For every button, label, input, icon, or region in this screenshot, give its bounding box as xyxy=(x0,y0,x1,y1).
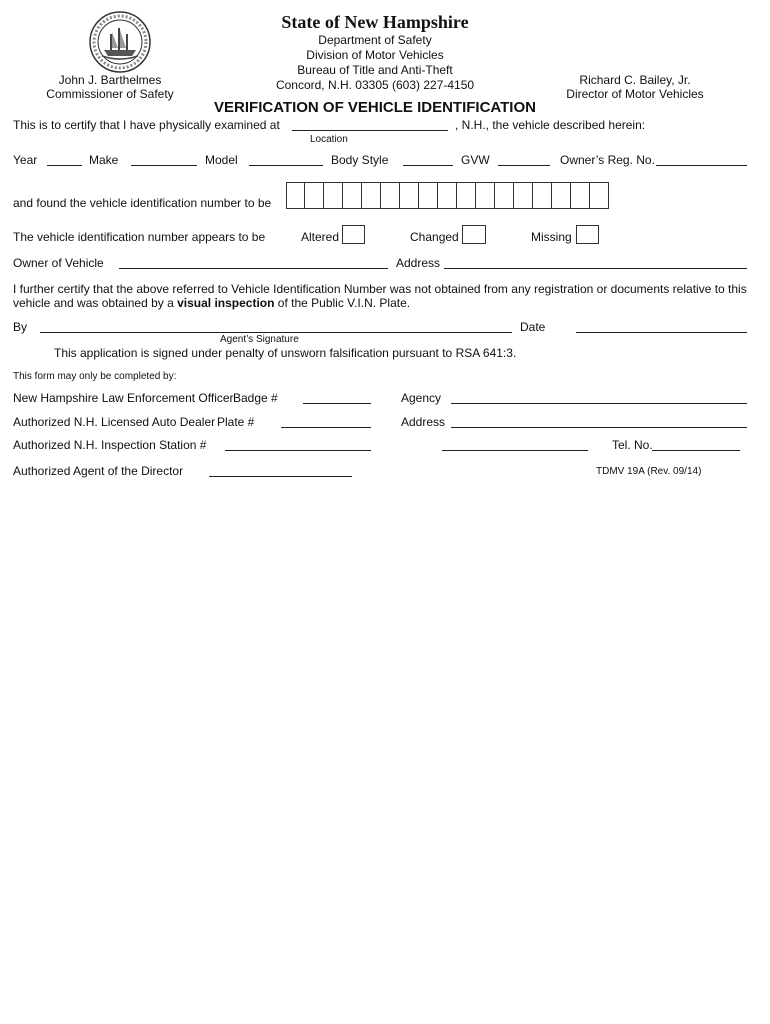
agent-director-field[interactable] xyxy=(209,476,352,477)
address-text: Concord, N.H. 03305 (603) 227-4150 xyxy=(275,78,475,92)
vin-char-box[interactable] xyxy=(343,182,362,209)
agent-signature-label: Agent’s Signature xyxy=(220,334,299,345)
officer-label: New Hampshire Law Enforcement Officer xyxy=(13,391,234,405)
station-name-field[interactable] xyxy=(442,450,588,451)
changed-checkbox[interactable] xyxy=(462,225,486,244)
plate-field[interactable] xyxy=(281,427,371,428)
year-label: Year xyxy=(13,153,38,167)
appears-label: The vehicle identification number appears to be xyxy=(13,230,266,244)
vin-char-box[interactable] xyxy=(381,182,400,209)
vin-char-box[interactable] xyxy=(305,182,324,209)
director-name: Richard C. Bailey, Jr. xyxy=(579,73,691,87)
station-label: Authorized N.H. Inspection Station # xyxy=(13,438,207,452)
location-field[interactable] xyxy=(292,130,448,131)
form-heading: VERIFICATION OF VEHICLE IDENTIFICATION xyxy=(214,99,536,116)
dealer-address-field[interactable] xyxy=(451,427,747,428)
vin-char-box[interactable] xyxy=(552,182,571,209)
changed-label: Changed xyxy=(410,230,459,244)
owner-field[interactable] xyxy=(119,268,388,269)
date-label: Date xyxy=(520,320,546,334)
owner-address-field[interactable] xyxy=(444,268,747,269)
year-field[interactable] xyxy=(47,165,82,166)
vin-char-box[interactable] xyxy=(533,182,552,209)
model-label: Model xyxy=(205,153,238,167)
agency-label: Agency xyxy=(401,391,442,405)
further-certify-line-1: I further certify that the above referred to Vehicle Identification Number was not obtained from any registration or documents relative to this xyxy=(13,282,747,296)
owner-address-label: Address xyxy=(396,256,441,270)
missing-label: Missing xyxy=(531,230,572,244)
dealer-label: Authorized N.H. Licensed Auto Dealer xyxy=(13,415,216,429)
station-number-field[interactable] xyxy=(225,450,371,451)
state-seal-icon xyxy=(88,10,152,74)
agent-director-label: Authorized Agent of the Director xyxy=(13,464,184,478)
tel-field[interactable] xyxy=(652,450,740,451)
division-text: Division of Motor Vehicles xyxy=(306,48,444,62)
vin-char-box[interactable] xyxy=(495,182,514,209)
further-certify-2a: vehicle and was obtained by a xyxy=(13,296,178,310)
page-title: State of New Hampshire xyxy=(281,12,469,32)
vin-char-box[interactable] xyxy=(457,182,476,209)
gvw-field[interactable] xyxy=(498,165,550,166)
badge-label: Badge # xyxy=(233,391,278,405)
vin-char-box[interactable] xyxy=(324,182,343,209)
form-number: TDMV 19A (Rev. 09/14) xyxy=(596,466,702,477)
commissioner-name: John J. Barthelmes xyxy=(58,73,162,87)
agency-field[interactable] xyxy=(451,403,747,404)
altered-label: Altered xyxy=(301,230,340,244)
make-label: Make xyxy=(89,153,119,167)
vin-char-box[interactable] xyxy=(419,182,438,209)
further-certify-2c: of the Public V.I.N. Plate. xyxy=(274,296,411,310)
commissioner-title: Commissioner of Safety xyxy=(46,87,174,101)
vin-char-box[interactable] xyxy=(400,182,419,209)
body-style-label: Body Style xyxy=(331,153,389,167)
by-label: By xyxy=(13,320,28,334)
location-label: Location xyxy=(310,134,348,145)
owner-label: Owner of Vehicle xyxy=(13,256,104,270)
vin-char-box[interactable] xyxy=(476,182,495,209)
vin-char-box[interactable] xyxy=(514,182,533,209)
certify-intro: This is to certify that I have physically examined at xyxy=(13,118,280,132)
missing-checkbox[interactable] xyxy=(576,225,599,244)
completed-by-text: This form may only be completed by: xyxy=(13,371,177,382)
owner-reg-field[interactable] xyxy=(656,165,747,166)
make-field[interactable] xyxy=(131,165,197,166)
visual-inspection-text: visual inspection xyxy=(177,296,275,310)
nh-suffix: , N.H., the vehicle described herein: xyxy=(455,118,646,132)
vin-char-box[interactable] xyxy=(286,182,305,209)
gvw-label: GVW xyxy=(461,153,490,167)
penalty-text: This application is signed under penalty of unsworn falsification pursuant to RSA 641:3. xyxy=(54,346,517,360)
vin-char-box[interactable] xyxy=(438,182,457,209)
bureau-text: Bureau of Title and Anti-Theft xyxy=(297,63,453,77)
director-title: Director of Motor Vehicles xyxy=(566,87,704,101)
vin-char-box[interactable] xyxy=(362,182,381,209)
vin-intro: and found the vehicle identification number to be xyxy=(13,196,272,210)
owner-reg-label: Owner’s Reg. No. xyxy=(560,153,655,167)
date-field[interactable] xyxy=(576,332,747,333)
body-style-field[interactable] xyxy=(403,165,453,166)
model-field[interactable] xyxy=(249,165,323,166)
department-text: Department of Safety xyxy=(318,33,432,47)
further-certify-line-2 xyxy=(13,296,410,310)
agent-signature-field[interactable] xyxy=(40,332,512,333)
plate-label: Plate # xyxy=(217,415,255,429)
altered-checkbox[interactable] xyxy=(342,225,365,244)
tel-label: Tel. No. xyxy=(612,438,653,452)
vin-char-box[interactable] xyxy=(571,182,590,209)
dealer-address-label: Address xyxy=(401,415,446,429)
badge-field[interactable] xyxy=(303,403,371,404)
